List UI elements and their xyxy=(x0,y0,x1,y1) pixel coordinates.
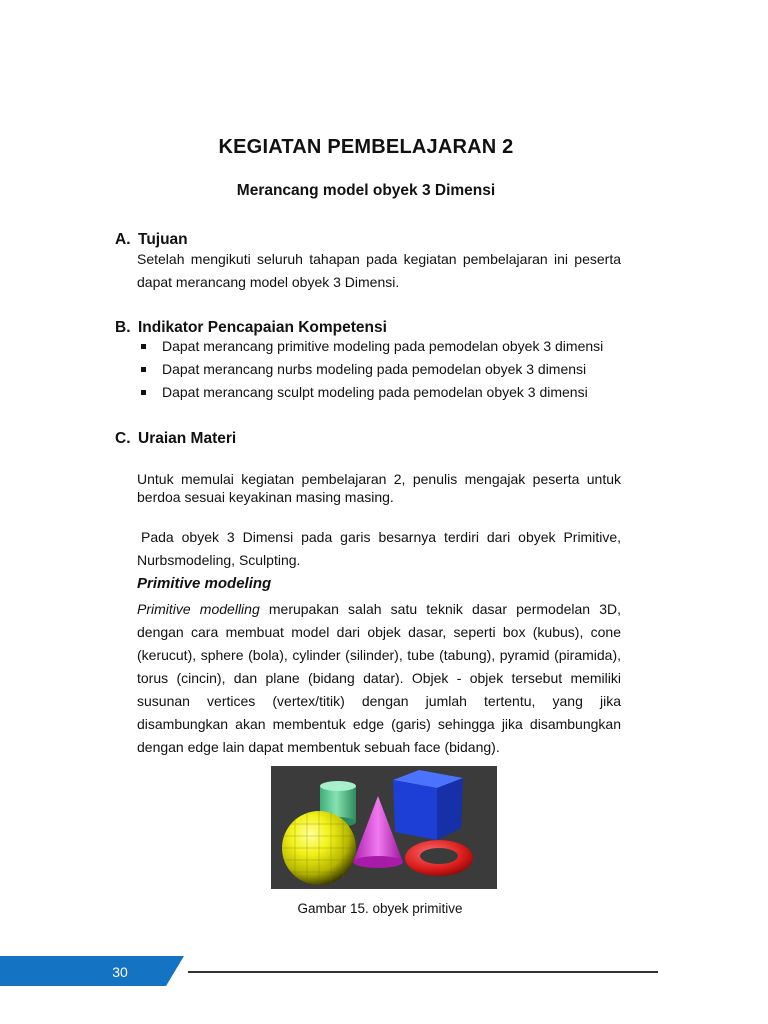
primitive-modeling-paragraph xyxy=(137,598,621,759)
page-title: KEGIATAN PEMBELAJARAN 2 xyxy=(218,136,514,158)
list-item xyxy=(138,358,638,381)
section-b-heading: Indikator Pencapaian Kompetensi xyxy=(138,319,387,336)
primitive-modeling-heading: Primitive modeling xyxy=(137,575,272,592)
bullet-square-icon xyxy=(141,344,146,349)
footer-rule xyxy=(188,971,658,973)
figure-caption: Gambar 15. obyek primitive xyxy=(297,901,463,916)
page-number-tab xyxy=(0,956,184,986)
section-b-letter: B. xyxy=(115,319,131,336)
list-item xyxy=(138,381,638,404)
section-a-heading: Tujuan xyxy=(138,231,188,248)
section-c-overview: Pada obyek 3 Dimensi pada garis besarnya terdiri dari obyek Primitive, Nurbsmodeling, Sculpting. xyxy=(137,529,621,568)
primitive-modelling-text: merupakan salah satu teknik dasar permodelan 3D, dengan cara membuat model dari objek dasar, seperti box (kubus), cone (kerucut), sphere (bola), cylinder (silinder), tube (tabung), pyramid (piramida), torus (cincin), dan plane (bidang datar). Objek - objek tersebut memiliki susunan vertices (vertex/titik) dengan jumlah tertentu, yang jika disambungkan akan membentuk edge (garis) sehingga jika disambungkan dengan edge lain dapat membentuk sebuah face (bidang). xyxy=(137,601,621,755)
page-number: 30 xyxy=(112,964,128,980)
cone-base xyxy=(353,856,403,868)
page-subtitle: Merancang model obyek 3 Dimensi xyxy=(236,182,496,199)
cube-front xyxy=(393,780,437,840)
indicator-list xyxy=(138,335,638,404)
list-item-text: Dapat merancang sculpt modeling pada pemodelan obyek 3 dimensi xyxy=(162,384,588,400)
bullet-square-icon xyxy=(141,367,146,372)
list-item xyxy=(138,335,638,358)
list-item-text: Dapat merancang primitive modeling pada pemodelan obyek 3 dimensi xyxy=(162,338,604,354)
section-a-text: Setelah mengikuti seluruh tahapan pada kegiatan pembelajaran ini peserta dapat merancang model obyek 3 Dimensi. xyxy=(137,251,621,290)
list-item-text: Dapat merancang nurbs modeling pada pemodelan obyek 3 dimensi xyxy=(162,361,587,377)
section-c-heading: Uraian Materi xyxy=(138,430,237,447)
torus-hole xyxy=(420,848,458,864)
section-c-intro: Untuk memulai kegiatan pembelajaran 2, penulis mengajak peserta untuk berdoa sesuai keyakinan masing masing. xyxy=(137,471,621,505)
primitive-objects-image xyxy=(271,766,497,889)
cylinder-top xyxy=(320,781,356,791)
section-c-letter: C. xyxy=(115,430,131,447)
bullet-square-icon xyxy=(141,390,146,395)
cube-side xyxy=(437,778,463,840)
section-a-letter: A. xyxy=(115,231,131,248)
primitive-objects-illustration xyxy=(271,766,497,889)
primitive-modelling-term: Primitive modelling xyxy=(137,601,260,617)
